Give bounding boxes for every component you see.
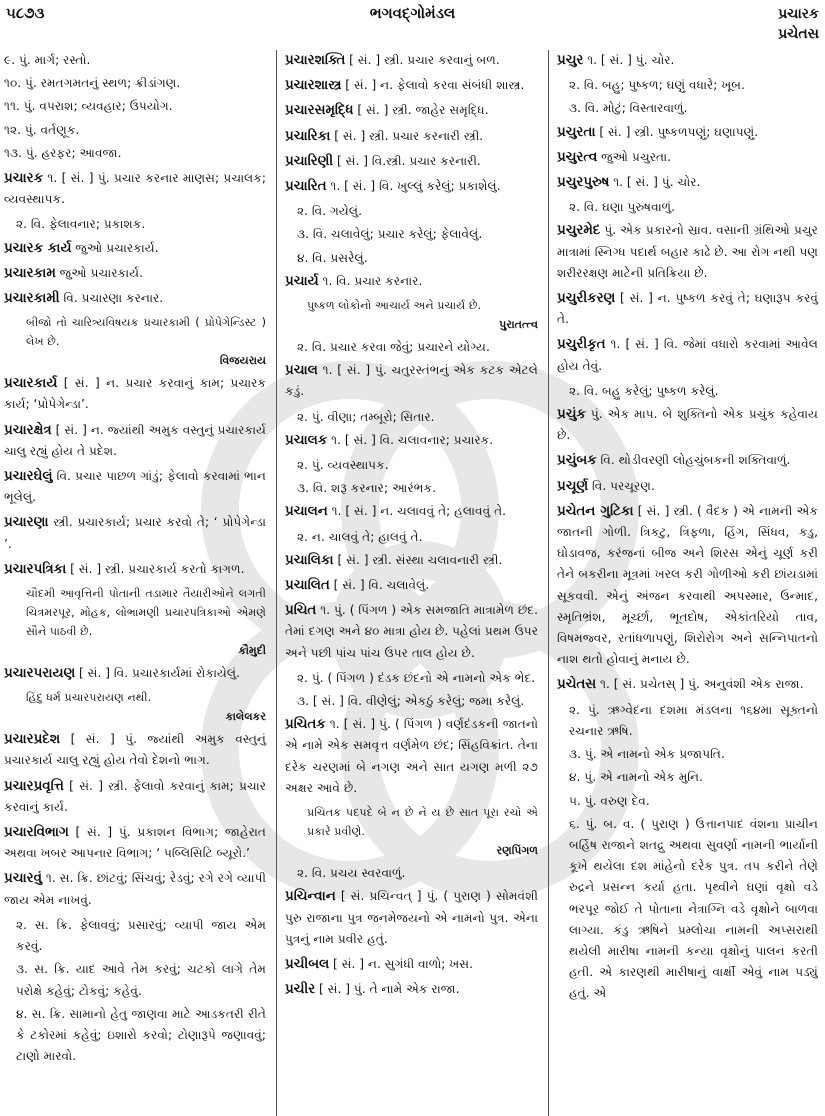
citation-quote [4, 313, 266, 370]
headword: પ્રચુંબક [557, 453, 597, 469]
dictionary-entry [285, 501, 538, 522]
column-1 [4, 50, 272, 1116]
dictionary-entry [285, 360, 538, 402]
dictionary-entry [4, 776, 266, 818]
definition: ૧. [ સં. ] વિ. ચલાવનાર; પ્રચારક. [327, 432, 494, 447]
citation-text: પુષ્કળ લોકોનો આચાર્ય અને પ્રચાર્ય છે. [307, 299, 482, 313]
definition: [ સં. ] વિ. પ્રચારકાર્યમાં રોકાયેલું. [75, 666, 240, 681]
definition: [ સં. ] વિ.સ્ત્રી. પ્રચાર કરનારી. [333, 153, 481, 168]
definition: ૧. પું. ( પિંગળ ) એક સમજાતિ માત્રામેળ છંદ. તેમાં દગણ અને ૪૦ માત્રા હોય છે. પહેલાં પ્રથમ ઉપર અને પછી પાંચ પાંચ ઉપર તાલ હોય છે. [285, 603, 538, 660]
headword: પ્રચુરપુરુષ [557, 175, 610, 191]
definition: જુઓ પ્રચુરતા. [597, 149, 671, 164]
definition: પું. એક પ્રકારનો સ્રાવ. વસાની ગ્રંથિઓ પ્રચુર માત્રામાં સ્નિગ્ધ પદાર્થ બહાર કાઢે છે. આ રોગ નથી પણ શરીરરક્ષણ માટેની પ્રતિક્રિયા છે. [557, 223, 818, 280]
citation-source: કૌમુદી [238, 644, 266, 658]
sense-line: ૨. વિ. ફેલાવનાર; પ્રકાશક. [16, 217, 146, 232]
sense-line: ૪. સ. ક્રિ. સામાનો હેતુ જાણવા માટે આડકતરી રીતે કે ટકોરમાં કહેવું; ઇશારો કરવો; ટોણારૂપે જણાવવું; ટાણો મારવો. [16, 1006, 266, 1064]
sense-line: ૩. વિ. મોટું; વિસ્તારવાળું. [569, 101, 688, 116]
definition: સ્ત્રી. પ્રચારકાર્ય; પ્રચાર કરવો તે; ‘ પ્રોપેગેન્ડા ’. [4, 515, 266, 551]
entry-list [557, 50, 818, 1005]
definition: [ સં. ] ન. પુષ્કળ કરવું તે; ઘણારૂપ કરવું તે. [557, 291, 818, 327]
headword: પ્રચુરતા [557, 124, 596, 140]
definition: ૧. [ સં. ] વિ. ખુલ્લું કરેલું; પ્રકાશેલું. [326, 179, 501, 194]
citation-quote [285, 296, 538, 334]
headword: પ્રચારશક્તિ [285, 53, 346, 68]
citation-text: પ્રચિતક પદપદે બે ન છે ને ય છે સાત પૂરા રચો એ પ્રકારે પ્રવીણે. [307, 806, 538, 839]
dictionary-columns [0, 50, 825, 1116]
headword: પ્રચારિણી [285, 153, 334, 169]
dictionary-entry [4, 373, 266, 415]
dictionary-entry [4, 168, 266, 210]
dictionary-entry [285, 271, 538, 292]
sense-line: ૨. ન. ચાલવું તે; હાલવું તે. [297, 529, 423, 544]
sense-line: ૨. વિ. પ્રચય સ્વરવાળું. [297, 866, 406, 881]
dictionary-entry [557, 288, 818, 330]
sense-line: ૧૦. પું. રમતગમતનું સ્થળ; ક્રીડાંગણ. [4, 76, 181, 91]
sense-line: ૨. વિ. ઘણા પુરુષવાળું. [569, 200, 676, 215]
headword: પ્રચાલ [285, 363, 318, 379]
dictionary-entry [4, 420, 266, 462]
definition: [ સં. ] સ્ત્રી. ફેલાવો કરવાનું કામ; પ્રચાર કરવાનું કાર્ય. [4, 778, 266, 814]
sense-line: ૩. વિ. શરૂ કરનાર; આરંભક. [297, 481, 436, 496]
citation-text: હિંદુ ધર્મ પ્રચારપરાયણ નથી. [26, 691, 152, 705]
sense-line: ૧૧. પું. વપરાશ; વ્યવહાર; ઉપયોગ. [4, 99, 173, 114]
sense-line: ૨. વિ. પ્રચાર કરવા જેવું; પ્રચારને યોગ્ય. [297, 340, 490, 355]
citation-source: કાલેલકર [225, 710, 266, 724]
sense-line: ૩. વિ. ચલાવેલું; પ્રચાર કરેલું; ફેલાવેલું. [297, 227, 483, 242]
headword: પ્રચારવિભાગ [4, 825, 69, 841]
headword: પ્રચારઘેલું [4, 469, 53, 485]
headword: પ્રચિન્વાન [285, 889, 336, 905]
entry-list [4, 168, 266, 1067]
definition: [ સં. ] સ્ત્રી. સંસ્થા ચલાવનારી સ્ત્રી. [333, 552, 503, 567]
dictionary-entry [285, 714, 538, 799]
definition: ૧. વિ. પ્રચાર કરનાર. [318, 273, 423, 288]
citation-quote [285, 803, 538, 860]
dictionary-entry [4, 466, 266, 508]
dictionary-entry [4, 512, 266, 554]
definition: ૧. [ સં. ] પું. ચોર. [609, 175, 701, 190]
definition: [ સં. ] વિ. ચલાવેલું. [329, 578, 430, 593]
citation-text: ચૌદમી આવૃત્તિની પોતાની તડામાર તૈયારીઓને લગતી ચિત્રમરપૂર, મોહક, લોભામણી પ્રચારપત્રિકાઓ એમણે સૌને પાઠવી છે. [26, 587, 266, 639]
headword: પ્રચારપ્રવૃત્તિ [4, 778, 64, 794]
headword: પ્રચુરત્વ [557, 149, 598, 165]
headword: પ્રચારવું [4, 871, 42, 887]
sense-line: ૯. પું. માર્ગ; રસ્તો. [4, 53, 91, 67]
headword: પ્રચેતસ [557, 677, 597, 693]
sense-line: ૨. સ. ક્રિ. ફેલાવવું; પ્રસારવું; વ્યાપી જાય એમ કરવું. [16, 917, 266, 954]
definition: [ સં. ] સ્ત્રી. પ્રચાર કરવાનું બળ. [345, 53, 500, 67]
sense-line: ૨. વિ. બહુ; પુષ્કળ; ઘણું વધારે; ખૂબ. [569, 78, 745, 93]
headword: પ્રચારશાસ્ત્ર [285, 78, 342, 94]
headword: પ્રચારકાર્ય [4, 376, 58, 392]
sense-line: ૩. સ. ક્રિ. યાદ આવે તેમ કરવું; ચટકો લાગે તેમ પરોક્ષે કહેવું; ટોકવું; કહેવું. [16, 962, 266, 998]
definition: વિ. થોડીવરણી લોહચુંબકની શક્તિવાળું. [596, 453, 791, 468]
guide-word-first: પ્રચારક [778, 6, 819, 22]
headword: પ્રચેતન ગુટિકા [557, 503, 634, 519]
citation-quote [4, 584, 266, 660]
dictionary-entry [4, 559, 266, 580]
dictionary-entry [4, 263, 266, 284]
definition: વિ. પ્રચારણા કરનાર. [59, 291, 164, 306]
headword: પ્રચારણા [4, 515, 49, 531]
definition: [ સં. પ્રચિન્વત્ ] પું. ( પુરાણ ) સોમવંશી પુરુ રાજાના પુત્ર જનમેજયનો એ નામનો પુત્ર. એના પુત્રનું નામ પ્રવીર હતું. [285, 889, 538, 946]
citation-text: બીજો તો ચારિત્ર્યવિષયક પ્રચારકામી ( પ્રોપેગેન્ડિસ્ટ ) લેખ છે. [26, 316, 266, 349]
definition: ૧. [ સં. ] પું. પ્રચાર કરનાર માણસ; પ્રચાલક; વ્યવસ્થાપક. [4, 171, 266, 207]
definition: ૧. [ સં. ] પું. ( પિંગળ ) વર્ણદંડકની જાતનો એ નામે એક સમવૃત્ત વર્ણમેળ છંદ; સિંહવિક્રાંત. તેના દરેક ચરણમાં બે નગણ અને સાત યગણ મળી ૨૭ અક્ષર આવે છે. [285, 717, 538, 795]
dictionary-entry [557, 476, 818, 497]
headword: પ્રચુર [557, 53, 584, 68]
headword: પ્રચારપરાયણ [4, 666, 76, 682]
column-2 [276, 50, 544, 1116]
headword: પ્રચારસમૃદ્ધિ [285, 103, 354, 119]
page-number: ૫૮૭૩ [6, 4, 45, 22]
definition: [ સં. ] ન. સુગંધી વાળો; ખસ. [329, 956, 474, 971]
headword: પ્રચુરમેદ [557, 223, 601, 239]
guide-words [778, 4, 819, 44]
dictionary-entry [285, 886, 538, 950]
dictionary-entry [4, 868, 266, 910]
headword: પ્રચારિકા [285, 128, 331, 144]
definition: [ સં. ] પું. જ્યાંથી અમુક વસ્તુનું પ્રચારકાર્ય ચાલુ રહ્યું હોય તેવો દેશનો ભાગ. [4, 732, 266, 768]
sense-line: ૨. વિ. ગયેલું. [297, 204, 362, 219]
sense-line: ૧૨. પું. વર્તણૂક. [4, 122, 80, 137]
sense-line: ૫. પું. વરુણ દેવ. [569, 793, 650, 808]
citation-quote [4, 688, 266, 726]
definition: ૧. [ સં. પ્રચેતસ્ ] પું. અનુવંશી એક રાજા. [596, 677, 804, 692]
definition: ૧. [ સં. ] પું. ચોર. [583, 53, 675, 67]
definition: [ સં. ] સ્ત્રી. પ્રચાર કરનારી સ્ત્રી. [330, 128, 484, 143]
headword: પ્રચાલિત [285, 578, 330, 594]
definition: પું. એક માપ. બે શુક્તિનો એક પ્રચુંક કહેવાય છે. [557, 407, 818, 443]
definition: [ સં. ] ન. ફેલાવો કરવા સંબંધી શાસ્ત્ર. [341, 78, 525, 93]
headword: પ્રચારક કાર્ય [4, 240, 72, 256]
dictionary-entry [4, 729, 266, 771]
headword: પ્રચારકામ [4, 265, 56, 281]
dictionary-entry [557, 147, 818, 168]
definition: [ સં. ] પું. તે નામે એક રાજા. [315, 982, 460, 997]
dictionary-entry [4, 288, 266, 309]
headword: પ્રચિતક [285, 717, 326, 733]
definition: જુઓ પ્રચારકાર્ય. [55, 265, 143, 280]
page-header [0, 0, 825, 48]
headword: પ્રચારક્ષેત્ર [4, 422, 52, 438]
definition: [ સં. ] સ્ત્રી. ( વૈદક ) એ નામની એક જાતની ગોળી. ત્રિકટુ, ત્રિફળા, હિંગ, સિંધવ, કડુ, ઘોડાવજ, કરંજનાં બીજ અને શિરસ એનું ચૂર્ણ કરી તેને બકરીના મૂત્રમાં ખરલ કરી ગોળીઓ કરી છાંયડામાં સૂકવવી. એનું અંજન કરવાથી અપસ્માર, ઉન્માદ, સ્મૃતિભ્રંશ, મૂર્ચ્છા, ભૂતદોષ, એકાંતરિયો તાવ, વિષમજ્વર, રતાંધળાપણું, શિરોરોગ અને સન્નિપાતનો નાશ થતો હોવાનું મનાય છે. [557, 503, 819, 667]
headword: પ્રચારિત [285, 179, 327, 195]
sense-line: ૨. પું. વીણા; તમ્બૂરો; સિતાર. [297, 409, 435, 424]
dictionary-entry [285, 100, 538, 121]
sense-line: ૨. વિ. બહુ કરેલું; પુષ્કળ કરેલું. [569, 383, 719, 398]
headword: પ્રચાર્ય [285, 273, 319, 289]
headword: પ્રચૂર્ણ [557, 478, 589, 494]
definition: [ સં. ] ન. પ્રચાર કરવાનું કામ; પ્રચારક કાર્ય; ‘પ્રોપેગેન્ડા’. [4, 376, 266, 412]
column-3 [548, 50, 822, 1116]
dictionary-entry [557, 450, 818, 471]
dictionary-entry [285, 126, 538, 147]
definition: [ સં. ] સ્ત્રી. પ્રચારકાર્ય કરતો કાગળ. [66, 561, 245, 576]
dictionary-entry [557, 172, 818, 193]
dictionary-entry [285, 176, 538, 197]
definition: જુઓ પ્રચારકાર્ય. [71, 240, 159, 255]
headword: પ્રચાલન [285, 504, 328, 520]
definition: [ સં. ] ન. જ્યાંથી અમુક વસ્તુનું પ્રચારકાર્ય ચાલુ રહ્યું હોય તે પ્રદેશ. [4, 422, 266, 458]
dictionary-entry [285, 954, 538, 975]
dictionary-entry [285, 430, 538, 451]
headword: પ્રચુરીકરણ [557, 291, 616, 307]
citation-source: વિજયરાય [219, 354, 266, 368]
dictionary-entry [557, 334, 818, 376]
headword: પ્રચુરીકૃત [557, 337, 606, 353]
dictionary-entry [285, 50, 538, 71]
headword: પ્રચારકામી [4, 291, 60, 307]
dictionary-entry [557, 122, 818, 143]
definition: ૧. સ. ક્રિ. છાંટવું; સિંચવું; રેડવું; રગે રગે વ્યાપી જાય એમ નાખવું. [4, 871, 266, 907]
definition: ૧. [ સં. ] પું. ચતુરસ્તંભનું એક કટક એટલે કડું. [285, 363, 538, 399]
running-title: ભગવદ્ગોમંડલ [369, 4, 456, 22]
headword: પ્રચારપત્રિકા [4, 561, 67, 577]
definition: [ સં. ] સ્ત્રી. પુષ્કળપણું; ઘણાપણું. [595, 124, 759, 139]
dictionary-entry [285, 600, 538, 664]
dictionary-entry [4, 663, 266, 684]
citation-source: રણપિંગળ [496, 844, 538, 858]
definition: વિ. પ્રચાર પાછળ ગાંડું; ફેલાવો કરવામાં ભાન ભૂલેલું. [4, 469, 266, 505]
sense-line: ૬. પું. બ. વ. ( પુરાણ ) ઉત્તાનપાદ વંશના પ્રાચીન બર્હિષ રાજાને શતદ્રુ અથવા સુવર્ણા નામની ભાર્યાની કૂખે થયેલા દશ માંહેનો દરેક પુત્ર. તપ કરીને તેણે રુદ્રને પ્રસન્ન કર્યા હતા. પૃથ્વીને ઘણાં વૃક્ષો વડે ભરપૂર જોઈ તે પોતાના નેત્રાગ્નિ વડે વૃક્ષોને બાળવા લાગ્યા. કંડુ ઋષિને પ્રમ્લોચા નામની અપ્સરાથી થયેલી મારીષા નામની કન્યા વૃક્ષોનું પાલન કરતી હતી. એ કારણથી મારીષાનું વાર્ક્ષી એવું નામ પડ્યું હતું. એ [569, 816, 818, 1001]
headword: પ્રચિત [285, 603, 317, 619]
dictionary-entry [285, 151, 538, 172]
guide-word-last: પ્રચેતસ [778, 26, 819, 42]
dictionary-entry [285, 75, 538, 96]
entry-list [285, 50, 538, 1000]
sense-line: ૩. [ સં. ] વિ. વીણેલું; એકઠું કરેલું; જમા કરેલું. [297, 694, 525, 709]
dictionary-entry [285, 550, 538, 571]
dictionary-entry [285, 979, 538, 1000]
dictionary-entry [557, 404, 818, 446]
headword: પ્રચીર [285, 982, 316, 998]
sense-line: ૩. પું. એ નામનો એક પ્રજાપતિ. [569, 747, 725, 762]
sense-line: ૪. પું. એ નામનો એક મુનિ. [569, 770, 704, 785]
citation-source: પુરાતત્ત્વ [499, 318, 538, 332]
dictionary-entry [557, 501, 818, 671]
sense-line: ૨. પું. ( પિંગળ ) દંડક છંદનો એ નામનો એક ભેદ. [297, 670, 536, 685]
dictionary-entry [557, 220, 818, 284]
headword: પ્રચીબલ [285, 956, 330, 972]
headword: પ્રચાલિકા [285, 552, 334, 568]
headword: પ્રચાલક [285, 432, 328, 448]
definition: [ સં. ] પું. પ્રકાશન વિભાગ; જાહેરાત અથવા ખબર આપનાર વિભાગ; ‘ પબ્લિસિટિ બ્યૂરો.’ [4, 825, 266, 861]
dictionary-entry [285, 575, 538, 596]
sense-line: ૪. વિ. પ્રસરેલું. [297, 250, 368, 265]
headword: પ્રચારક [4, 171, 44, 187]
headword: પ્રચુંક [557, 407, 586, 423]
definition: ૧. [ સં. ] ન. ચલાવવું તે; હલાવવું તે. [327, 504, 507, 519]
dictionary-entry [557, 50, 818, 71]
dictionary-entry [557, 674, 818, 695]
definition: [ સં. ] સ્ત્રી. જાહેર સમૃદ્ધિ. [353, 103, 489, 118]
dictionary-entry [4, 238, 266, 259]
definition: વિ. પરચૂરણ. [588, 478, 655, 493]
dictionary-entry [4, 822, 266, 864]
headword: પ્રચારપ્રદેશ [4, 732, 61, 748]
sense-line: ૨. પું. ઋગ્વેદના દશમા મંડલના ૧૬૪મા સૂક્તનો રચનાર ઋષિ. [569, 702, 818, 738]
sense-line: ૧૩. પું. હરફર; આવજા. [4, 145, 122, 160]
sense-line: ૨. પું. વ્યવસ્થાપક. [297, 458, 389, 473]
definition: ૧. [ સં. ] વિ. જેમાં વધારો કરવામાં આવેલ હોય તેવું. [557, 337, 818, 373]
